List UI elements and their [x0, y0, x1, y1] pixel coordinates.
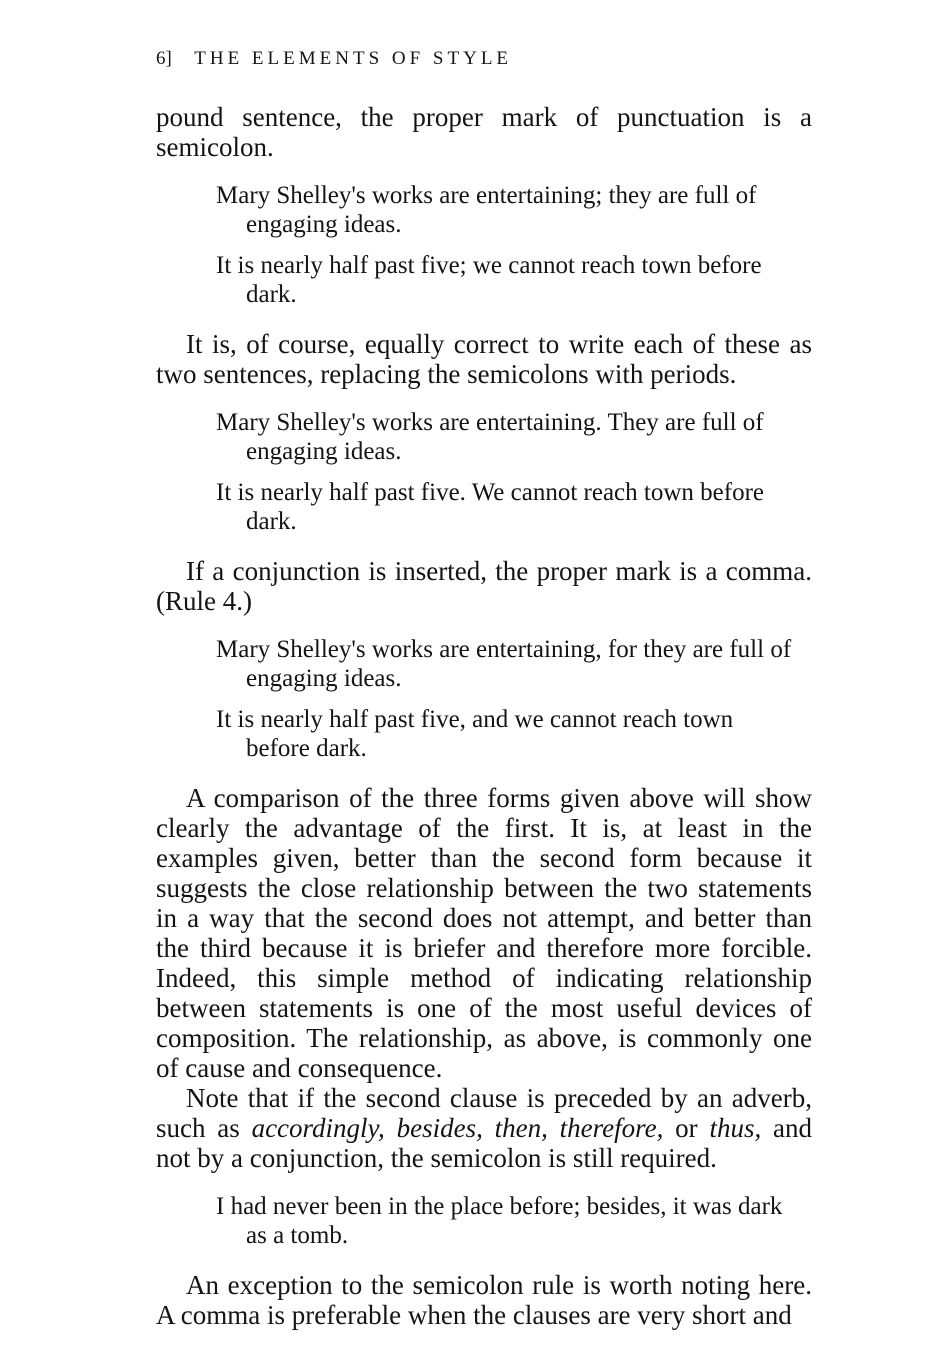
paragraph-adverb-note: Note that if the second clause is preceded by an adverb, such as accordingly, besides, then, therefore, or thus, and not by a conjunction, the semicolon is still required. [156, 1083, 813, 1173]
paragraph-exception: An exception to the semicolon rule is worth noting here. A comma is preferable when the clauses are very short and [156, 1270, 812, 1330]
paragraph-comparison: A comparison of the three forms given above will show clearly the advantage of the first. It is, at least in the examples given, better than the second form because it suggests the close relationship between the two statements in a way that the second does not attempt, and better than the third because it is briefer and therefore more forcible. Indeed, this simple method of indicating relationship between statements is one of the most useful devices of composition. The relationship, as above, is commonly one of cause and consequence. [156, 783, 812, 1083]
example-sentence: Mary Shelley's works are entertaining, for they are full of engaging ideas. [216, 636, 792, 692]
paragraph-continuation: pound sentence, the proper mark of punctuation is a semicolon. [156, 102, 812, 162]
example-block-adverb [156, 1192, 812, 1250]
example-sentence: It is nearly half past five. We cannot reach town before dark. [216, 479, 764, 535]
example-sentence: I had never been in the place before; besides, it was dark as a tomb. [216, 1193, 783, 1249]
example-block-periods [156, 408, 812, 536]
example-block-comma [156, 635, 812, 763]
running-head [156, 44, 812, 74]
example-block-semicolon [156, 181, 812, 309]
example-sentence: It is nearly half past five, and we cannot reach town before dark. [216, 706, 734, 762]
example-sentence: Mary Shelley's works are entertaining. They are full of engaging ideas. [216, 409, 764, 465]
book-title: THE ELEMENTS OF STYLE [194, 48, 513, 69]
paragraph: If a conjunction is inserted, the proper mark is a comma. (Rule 4.) [156, 556, 812, 616]
example-sentence: It is nearly half past five; we cannot reach town before dark. [216, 252, 762, 308]
example-sentence: Mary Shelley's works are entertaining; they are full of engaging ideas. [216, 182, 757, 238]
book-page [156, 44, 812, 1330]
page-number: 6] [156, 48, 172, 69]
paragraph: It is, of course, equally correct to write each of these as two sentences, replacing the semicolons with periods. [156, 329, 812, 389]
